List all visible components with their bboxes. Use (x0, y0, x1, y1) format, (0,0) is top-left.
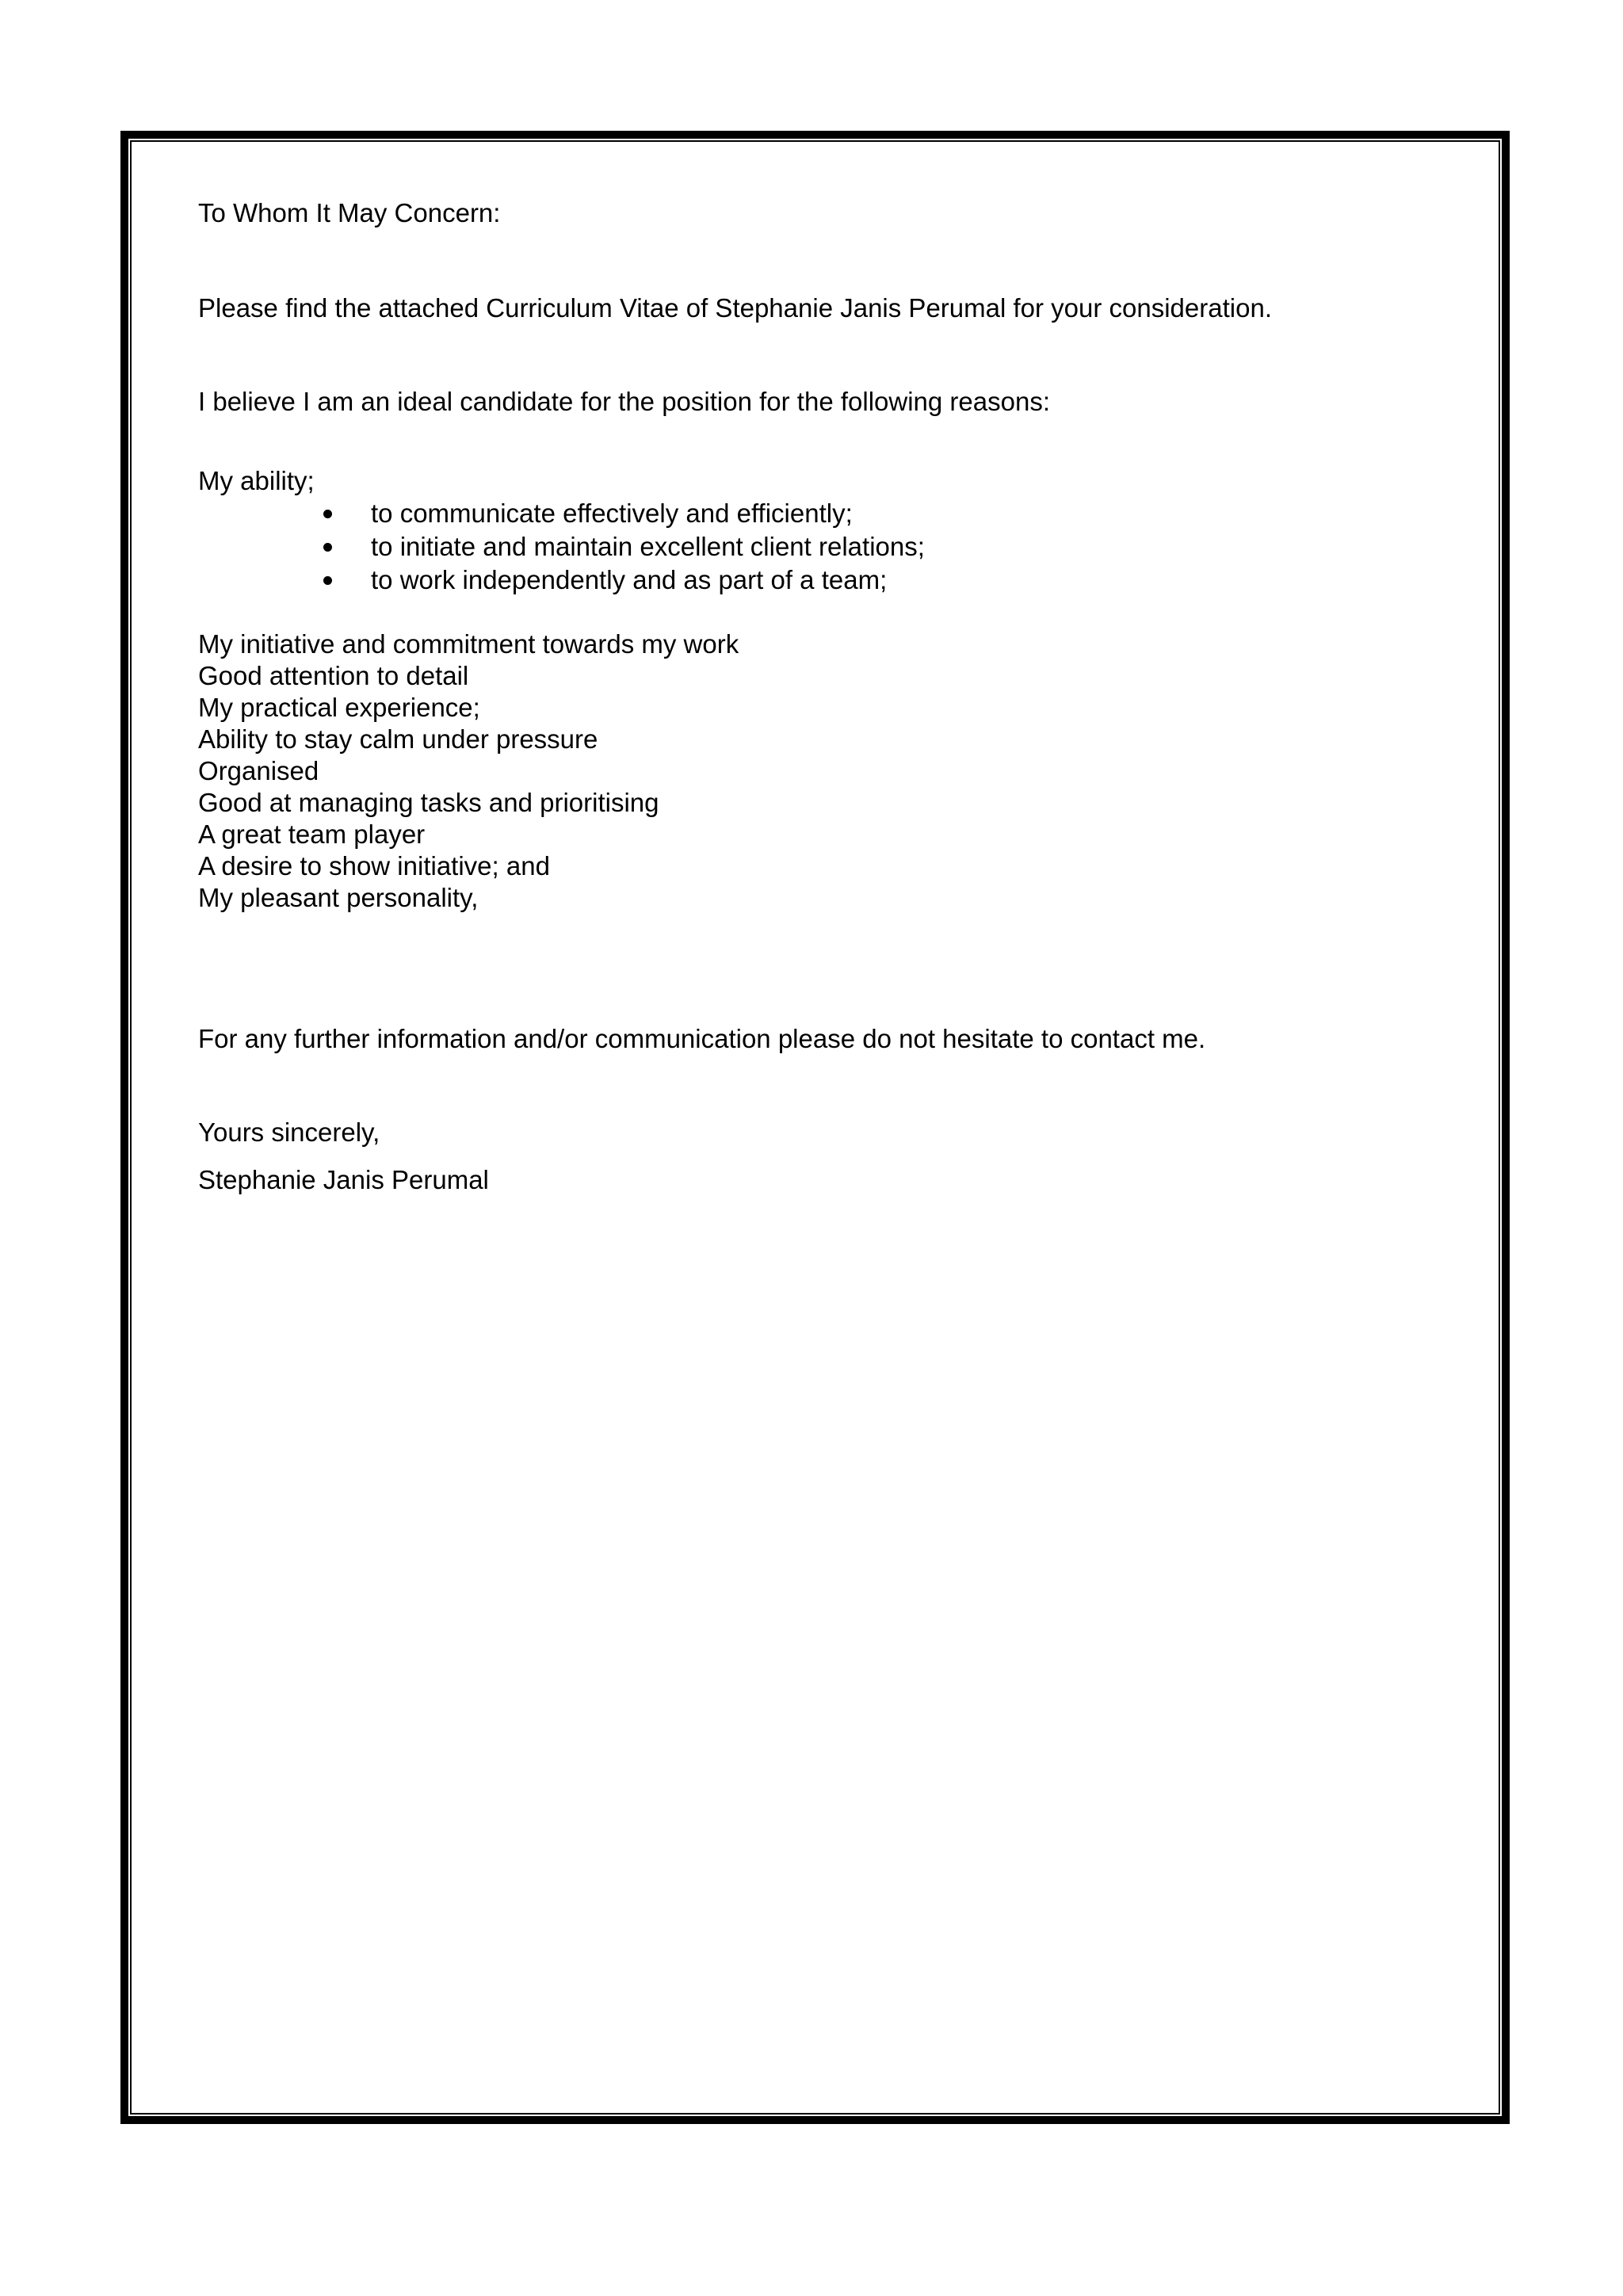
quality-line: My practical experience; (198, 693, 480, 722)
signature-name: Stephanie Janis Perumal (198, 1165, 489, 1194)
quality-line: A desire to show initiative; and (198, 851, 550, 881)
intro-paragraph: Please find the attached Curriculum Vitae of Stephanie Janis Perumal for your consideration. (198, 293, 1272, 323)
bullet-icon (323, 510, 332, 518)
quality-line: My pleasant personality, (198, 883, 479, 912)
ability-item-text: to work independently and as part of a team; (371, 565, 888, 594)
belief-paragraph: I believe I am an ideal candidate for the position for the following reasons: (198, 387, 1050, 416)
quality-line: Good attention to detail (198, 661, 469, 690)
salutation: To Whom It May Concern: (198, 198, 501, 227)
ability-item-text: to initiate and maintain excellent client relations; (371, 532, 925, 561)
quality-line: A great team player (198, 819, 426, 849)
ability-item-text: to communicate effectively and efficiently; (371, 499, 853, 528)
bullet-icon (323, 576, 332, 585)
quality-line: My initiative and commitment towards my work (198, 629, 739, 659)
contact-paragraph: For any further information and/or communication please do not hesitate to contact me. (198, 1024, 1206, 1053)
quality-line: Good at managing tasks and prioritising (198, 788, 659, 817)
quality-line: Ability to stay calm under pressure (198, 724, 598, 754)
bullet-icon (323, 543, 332, 552)
quality-line: Organised (198, 756, 319, 785)
closing: Yours sincerely, (198, 1117, 380, 1147)
ability-heading: My ability; (198, 466, 315, 495)
